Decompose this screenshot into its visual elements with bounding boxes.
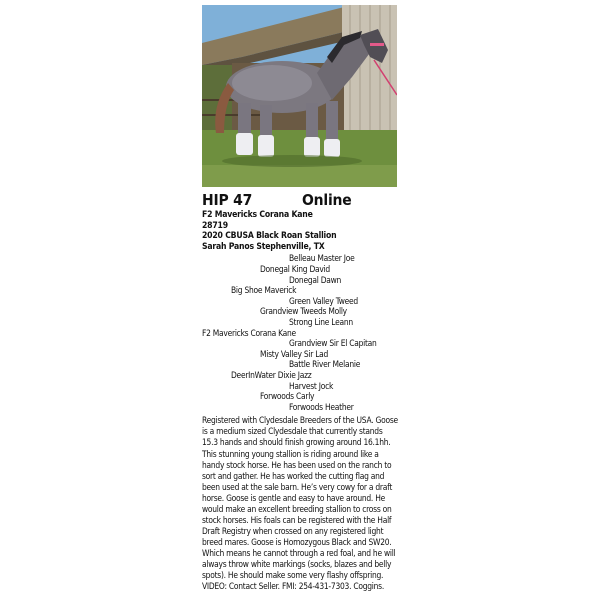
pedigree-ssd: Donegal Dawn — [289, 274, 342, 285]
sale-status: Online — [302, 191, 352, 209]
pedigree-dsd: Battle River Melanie — [289, 359, 361, 370]
description: Registered with Clydesdale Breeders of the USA. Goose is a medium sized Clydesdale that currently stands 15.3 hands and should finish growing around 16.1hh. This stunning young stallion is riding around like a handy stock horse. He has been used on the ranch to sort and gather. He has worked the cutting flag and been used at the sale barn. He’s very cowy for a draft horse. Goose is gentle and easy to have around. He would make an excellent breeding stallion to cross on stock horses. His foals can be registered with the Half Draft Registry when crossed on any registered light breed mares. Goose is Homozygous Black and SW20. Which means he cannot through a red foal, and he will always throw white markings (socks, blazes and belly spots). He should make some very flashy offspring. VIDEO: Contact Seller. FMI: 254-431-7303. Coggins. — [202, 415, 398, 592]
pedigree-ds: Misty Valley Sir Lad — [260, 348, 329, 359]
pedigree-ss: Donegal King David — [260, 263, 330, 274]
pedigree — [202, 253, 400, 413]
registration-number: 28719 — [202, 220, 228, 231]
pedigree-subject: F2 Mavericks Corana Kane — [202, 327, 296, 338]
hip-heading — [202, 191, 400, 210]
seller-info: Sarah Panos Stephenville, TX — [202, 241, 325, 252]
hip-number: HIP 47 — [202, 191, 253, 209]
pedigree-sss: Belleau Master Joe — [289, 253, 355, 264]
pedigree-dds: Harvest Jock — [289, 380, 334, 391]
pedigree-sds: Green Valley Tweed — [289, 295, 358, 306]
horse-info: 2020 CBUSA Black Roan Stallion — [202, 231, 337, 242]
pedigree-sdd: Strong Line Leann — [289, 316, 353, 327]
horse-name: F2 Mavericks Corana Kane — [202, 210, 313, 220]
pedigree-dam: DeerInWater Dixie Jazz — [231, 369, 312, 380]
pedigree-sd: Grandview Tweeds Molly — [260, 306, 347, 317]
pedigree-dss: Grandview Sir El Capitan — [289, 338, 377, 349]
pedigree-dd: Forwoods Carly — [260, 391, 315, 402]
listing-text — [202, 191, 400, 592]
pedigree-sire: Big Shoe Maverick — [231, 285, 297, 296]
pedigree-ddd: Forwoods Heather — [289, 401, 354, 412]
horse-photo — [202, 5, 397, 187]
